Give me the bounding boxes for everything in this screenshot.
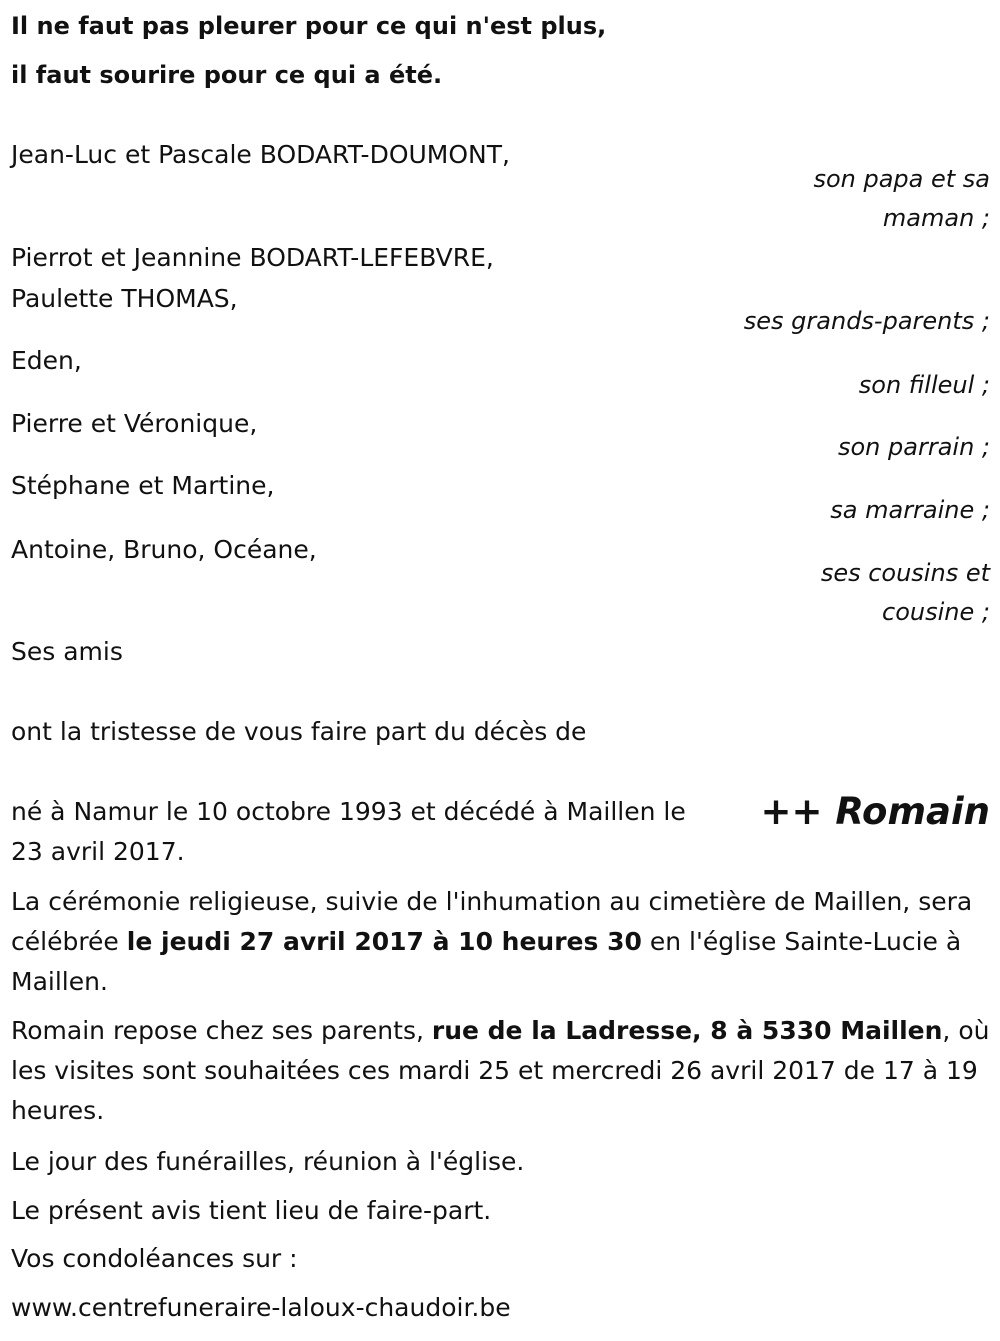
family-name-godmother: Stéphane et Martine, xyxy=(11,471,275,500)
visits-address: rue de la Ladresse, 8 à 5330 Maillen xyxy=(431,1016,943,1045)
deceased-name: ++ Romain xyxy=(760,790,990,833)
family-name-godson: Eden, xyxy=(11,346,82,375)
notice-text: Le présent avis tient lieu de faire-part. xyxy=(11,1196,492,1225)
family-role-cousins-2: cousine ; xyxy=(882,598,990,626)
family-name-cousins: Antoine, Bruno, Océane, xyxy=(11,535,317,564)
birth-death-line-2: 23 avril 2017. xyxy=(11,837,185,866)
family-role-godmother: sa marraine ; xyxy=(830,496,990,524)
family-role-parents-1: son papa et sa xyxy=(813,165,990,193)
visits-text-2: , où les visites sont souhaitées ces mardi 25 et mercredi 26 avril 2017 de 17 à 19 heures. xyxy=(11,1016,990,1125)
reunion-text: Le jour des funérailles, réunion à l'église. xyxy=(11,1147,525,1176)
family-name-grandparents-2: Paulette THOMAS, xyxy=(11,284,238,313)
family-role-cousins-1: ses cousins et xyxy=(820,559,990,587)
family-name-parents: Jean-Luc et Pascale BODART-DOUMONT, xyxy=(11,140,510,169)
ceremony-paragraph xyxy=(11,882,991,1002)
family-role-parents-2: maman ; xyxy=(882,204,990,232)
condolences-label: Vos condoléances sur : xyxy=(11,1244,298,1273)
epigraph-line-2: il faut sourire pour ce qui a été. xyxy=(11,61,443,89)
family-role-grandparents: ses grands-parents ; xyxy=(743,307,990,335)
visits-text-1: Romain repose chez ses parents, xyxy=(11,1016,432,1045)
announcement-text: ont la tristesse de vous faire part du décès de xyxy=(11,717,587,746)
visits-paragraph xyxy=(11,1011,991,1131)
family-name-friends: Ses amis xyxy=(11,637,123,666)
ceremony-text-2: en l'église Sainte-Lucie à Maillen. xyxy=(11,927,962,996)
website-link[interactable]: www.centrefuneraire-laloux-chaudoir.be xyxy=(11,1293,511,1322)
birth-death-line-1: né à Namur le 10 octobre 1993 et décédé à Maillen le xyxy=(11,797,686,826)
ceremony-date: le jeudi 27 avril 2017 à 10 heures 30 xyxy=(126,927,642,956)
epigraph-line-1: Il ne faut pas pleurer pour ce qui n'est plus, xyxy=(11,12,607,40)
ceremony-text-1: La cérémonie religieuse, suivie de l'inhumation au cimetière de Maillen, sera célébrée xyxy=(11,887,973,956)
family-name-grandparents-1: Pierrot et Jeannine BODART-LEFEBVRE, xyxy=(11,243,494,272)
family-name-godfather: Pierre et Véronique, xyxy=(11,409,258,438)
family-role-godfather: son parrain ; xyxy=(837,433,990,461)
family-role-godson: son filleul ; xyxy=(858,371,990,399)
